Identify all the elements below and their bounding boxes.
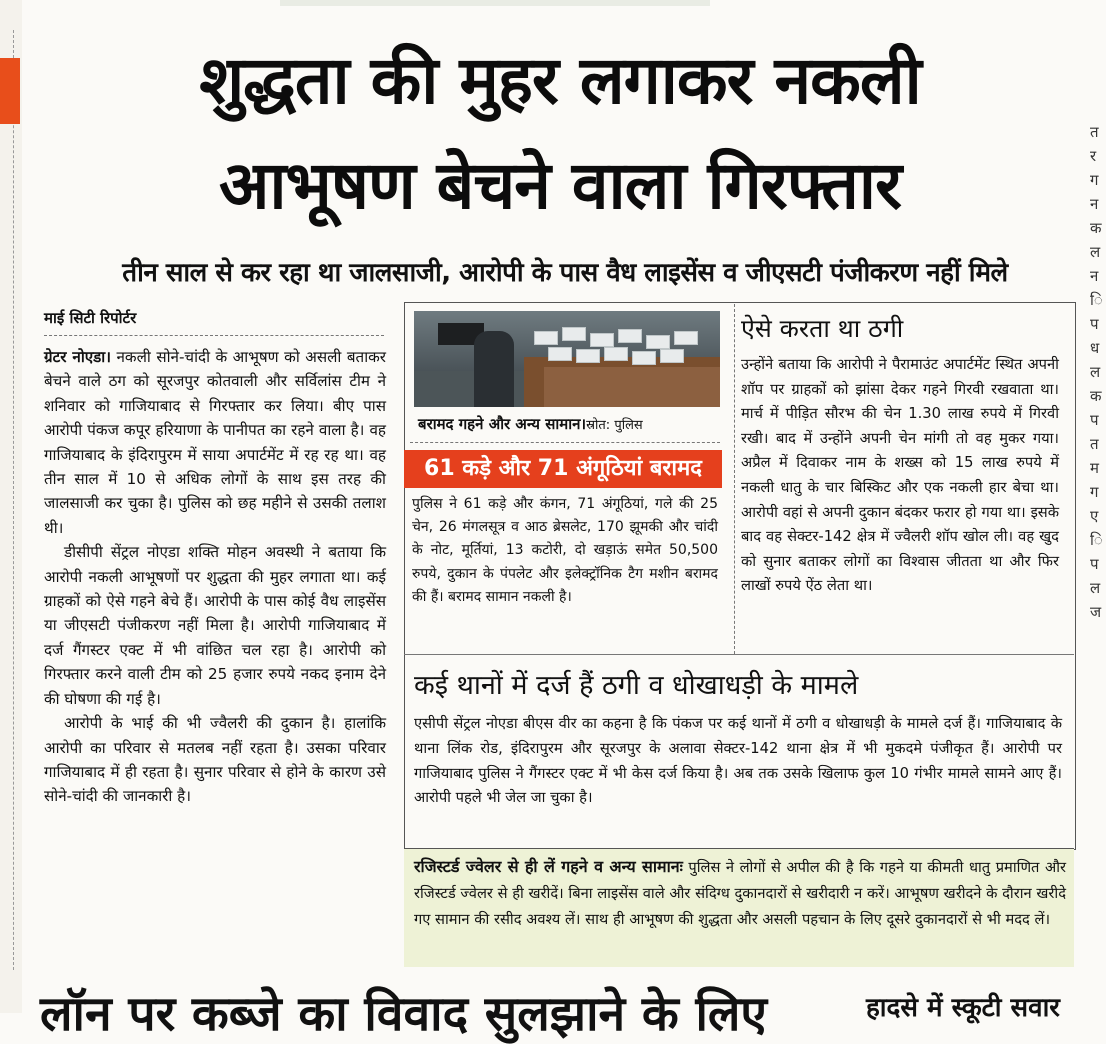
adjacent-column-fragments [1090, 120, 1106, 1013]
column-fragment: ग [1090, 483, 1099, 501]
column-fragment: प [1090, 315, 1099, 333]
byline-divider [44, 335, 384, 336]
advisory-body: पुलिस ने लोगों से अपील की है कि गहने या कीमती धातु प्रमाणित और रजिस्टर्ड ज्वेलर से ही खरीदें। बिना लाइसेंस वाले और संदिग्ध दुकानदारों से खरीदारी न करें। आभूषण खरीदने के दौरान खरीदे गए सामान की रसीद अवश्य लें। साथ ही आभूषण की शुद्धता और असली पहचान के लिए दूसरे दुकानदारों से भी मदद लें। [414, 859, 1066, 928]
advisory-lead: रजिस्टर्ड ज्वेलर से ही लें गहने व अन्य सामानः [414, 857, 683, 876]
column-fragment: ि [1090, 531, 1103, 549]
cases-title: कई थानों में दर्ज हैं ठगी व धोखाधड़ी के मामले [414, 670, 859, 701]
column-fragment: ि [1090, 291, 1103, 309]
caption-divider [410, 442, 720, 443]
advisory-text [414, 854, 1066, 933]
dateline: ग्रेटर नोएडा। [44, 348, 111, 366]
photo-jewelry-tray [534, 331, 558, 345]
photo-jewelry-tray [576, 349, 600, 363]
photo-table-front [544, 367, 720, 407]
photo-jewelry-tray [660, 349, 684, 363]
section-color-tab [0, 58, 20, 124]
photo-person [474, 331, 514, 407]
photo-jewelry-tray [646, 335, 670, 349]
column-fragment: ए [1090, 507, 1099, 525]
recovered-items-text: पुलिस ने 61 कड़े और कंगन, 71 अंगूठियां, गले की 25 चेन, 26 मंगलसूत्र व आठ ब्रेसलेट, 170 झूमकी और चांदी के नोट, मूर्तियां, 13 कटोरी, दो खड़ाऊं समेत 50,500 रुपये, दुकान के पंपलेट और इलेक्ट्रॉनिक टैग मशीन बरामद की हैं। बरामद सामान नकली है। [412, 496, 718, 605]
column-fragment: न [1090, 195, 1099, 213]
modus-operandi-title: ऐसे करता था ठगी [741, 314, 904, 343]
story-paragraph-2: डीसीपी सेंट्रल नोएडा शक्ति मोहन अवस्थी ने बताया कि आरोपी नकली आभूषणों पर शुद्धता की मुहर लगाता था। कई ग्राहकों को ऐसे गहने बेचे हैं। आरोपी के पास कोई वैध लाइसेंस या जीएसटी पंजीकरण नहीं मिला है। आरोपी गाजियाबाद में दर्ज गैंगस्टर एक्ट में भी वांछित चल रहा है। आरोपी को गिरफ्तार करने वाली टीम को 25 हजार रुपये नकद इनाम देने की घोषणा की गई है। [44, 543, 386, 708]
column-fragment: प [1090, 411, 1099, 429]
main-story-column [44, 345, 386, 809]
top-edge-band [280, 0, 710, 6]
column-fragment: त [1090, 435, 1099, 453]
column-fragment: प [1090, 555, 1099, 573]
column-fragment: क [1090, 387, 1102, 405]
column-fragment: ल [1090, 243, 1101, 261]
column-cut-line [13, 30, 14, 970]
column-fragment: त [1090, 123, 1099, 141]
story-paragraph-3: आरोपी के भाई की भी ज्वैलरी की दुकान है। हालांकि आरोपी का परिवार से मतलब नहीं रहता है। उसका परिवार गाजियाबाद में ही रहता है। सुनार परिवार से होने के कारण उसे सोने-चांदी की जानकारी है। [44, 714, 386, 806]
column-fragment: ज [1090, 603, 1102, 621]
box-section-rule [404, 654, 1074, 655]
column-fragment: ल [1090, 363, 1101, 381]
paragraph-1-text: नकली सोने-चांदी के आभूषण को असली बताकर बेचने वाले ठग को सूरजपुर कोतवाली और सर्विलांस टीम ने शनिवार को गाजियाबाद से गिरफ्तार कर लिया। बीए पास आरोपी पंकज कपूर हरियाणा के पानीपत का रहने वाला है। वह गाजियाबाद के इंदिरापुरम में साया अपार्टमेंट में रह रह था। वह तीन साल में 10 से अधिक लोगों के साथ इस तरह की जालसाजी कर चुका है। पुलिस को छह महीने से उसकी तलाश थी। [44, 348, 387, 537]
subheadline: तीन साल से कर रहा था जालसाजी, आरोपी के पास वैध लाइसेंस व जीएसटी पंजीकरण नहीं मिले [122, 258, 1008, 288]
photo-source: स्रोत: पुलिस [586, 418, 643, 433]
photo-jewelry-tray [604, 347, 628, 361]
photo-jewelry-tray [632, 351, 656, 365]
photo-jewelry-tray [674, 331, 698, 345]
box-column-divider [734, 304, 735, 654]
column-fragment: ध [1090, 339, 1100, 357]
column-fragment: ग [1090, 171, 1099, 189]
cases-text: एसीपी सेंट्रल नोएडा बीएस वीर का कहना है कि पंकज पर कई थानों में ठगी व धोखाधड़ी के मामले दर्ज हैं। गाजियाबाद के थाना लिंक रोड, इंदिरापुरम और सूरजपुर के अलावा सेक्टर-142 थाना क्षेत्र में भी मुकदमे पंजीकृत हैं। आरोपी पर गाजियाबाद पुलिस ने गैंगस्टर एक्ट में भी केस दर्ज किया है। अब तक उसके खिलाफ कुल 10 गंभीर मामले सामने आए हैं। आरोपी पहले भी जेल जा चुका है। [414, 715, 1062, 807]
column-fragment: न [1090, 267, 1099, 285]
story-paragraph-1 [44, 345, 386, 540]
recovered-banner: 61 कड़े और 71 अंगूठियां बरामद [404, 450, 722, 488]
column-fragment: क [1090, 219, 1102, 237]
next-story-headline-right: हादसे में स्कूटी सवार [866, 993, 1060, 1023]
modus-operandi-text: उन्होंने बताया कि आरोपी ने पैरामाउंट अपार्टमेंट स्थित अपनी शॉप पर ग्राहकों को झांसा देकर गहने गिरवी रखवाता था। मार्च में पीड़ित सौरभ की चेन 1.30 लाख रुपये में गिरवी रखी। बाद में उन्होंने अपनी चेन मांगी तो वह मुकर गया। अप्रैल में दिवाकर नाम के शख्स को 15 लाख रुपये में नकली धातु के चार बिस्किट और एक नकली हार बेचा था। आरोपी वहां से अपनी दुकान बंदकर फरार हो गया था। इसके बाद वह सेक्टर-142 क्षेत्र में ज्वैलरी शॉप खोल ली। वह खुद को सुनार बताकर लोगों का विश्वास जीतता था और फिर लाखों रुपये ऐंठ लेता था। [741, 356, 1059, 595]
column-fragment: र [1090, 147, 1097, 165]
photo-jewelry-tray [618, 329, 642, 343]
recovered-items-photo [414, 311, 720, 407]
photo-jewelry-tray [548, 347, 572, 361]
next-story-headline: लॉन पर कब्जे का विवाद सुलझाने के लिए [40, 986, 767, 1042]
photo-jewelry-tray [562, 327, 586, 341]
caption-text: बरामद गहने और अन्य सामान। [418, 415, 587, 433]
column-fragment: म [1090, 459, 1099, 477]
byline: माई सिटी रिपोर्टर [44, 309, 137, 327]
adjacent-page-strip [0, 0, 22, 1013]
headline-line-2: आभूषण बेचने वाला गिरफ्तार [218, 147, 902, 224]
headline-line-1: शुद्धता की मुहर लगाकर नकली [199, 42, 921, 119]
column-fragment: ल [1090, 579, 1101, 597]
photo-jewelry-tray [590, 333, 614, 347]
photo-caption [418, 410, 718, 440]
